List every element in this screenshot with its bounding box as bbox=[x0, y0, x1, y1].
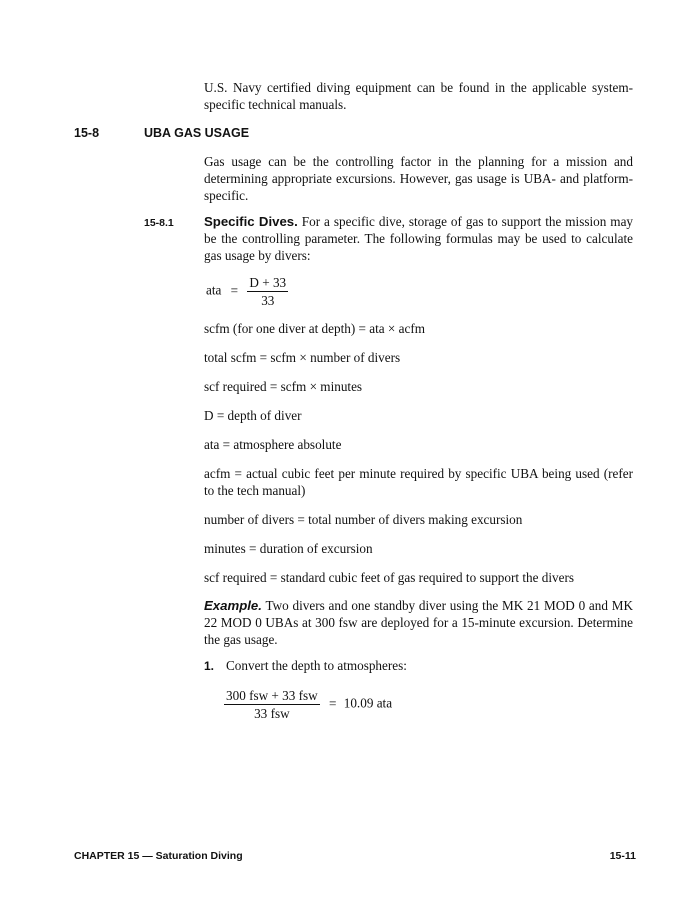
formula-ata-denominator: 33 bbox=[261, 293, 275, 308]
example-lead: Example. bbox=[204, 598, 262, 613]
section-title: UBA GAS USAGE bbox=[144, 126, 250, 140]
intro-paragraph bbox=[204, 79, 633, 113]
definition-scfm: scfm (for one diver at depth) = ata × acfm bbox=[204, 321, 426, 336]
example-body bbox=[204, 597, 633, 648]
definition-number-of-divers: number of divers = total number of divers making excursion bbox=[204, 512, 523, 527]
section-number: 15-8 bbox=[74, 126, 100, 140]
example-text: Two divers and one standby diver using the MK 21 MOD 0 and MK 22 MOD 0 UBAs at 300 fsw are deployed for a 15-minute excursion. Determine the gas usage. bbox=[204, 598, 634, 647]
formula-step1-numerator: 300 fsw + 33 fsw bbox=[226, 688, 318, 703]
intro-text: U.S. Navy certified diving equipment can be found in the applicable system-specific technical manuals. bbox=[204, 80, 633, 112]
definition-scf-required: scf required = scfm × minutes bbox=[204, 379, 363, 394]
formula-step1-denominator: 33 fsw bbox=[254, 706, 290, 721]
footer-chapter: CHAPTER 15 — Saturation Diving bbox=[74, 850, 243, 862]
formula-ata-eq: = bbox=[230, 282, 239, 298]
subsection-number: 15-8.1 bbox=[144, 217, 174, 229]
footer-page-number: 15-11 bbox=[609, 850, 636, 862]
subsection-paragraph bbox=[204, 213, 633, 264]
definition-total-scfm: total scfm = scfm × number of divers bbox=[204, 350, 401, 365]
formula-step1-result: 10.09 ata bbox=[343, 695, 393, 711]
formula-ata bbox=[206, 274, 288, 309]
step1-number: 1. bbox=[204, 659, 215, 673]
formula-ata-numerator: D + 33 bbox=[249, 275, 287, 290]
definition-acfm: acfm = actual cubic feet per minute required by specific UBA being used (refer to the tech manual) bbox=[204, 466, 633, 498]
section-paragraph bbox=[204, 153, 633, 204]
formula-step1-fraction bbox=[224, 687, 320, 722]
formula-step1 bbox=[224, 687, 392, 722]
subsection-text: For a specific dive, storage of gas to support the mission may be the controlling parameter. The following formulas may be used to calculate gas usage by divers: bbox=[204, 214, 634, 263]
example-paragraph bbox=[204, 597, 633, 648]
definition-minutes: minutes = duration of excursion bbox=[204, 541, 373, 556]
section-text: Gas usage can be the controlling factor in the planning for a mission and determining appropriate excursions. However, gas usage is UBA- and platform-specific. bbox=[204, 154, 633, 203]
definition-depth: D = depth of diver bbox=[204, 408, 302, 423]
formula-step1-eq: = bbox=[329, 695, 337, 711]
step1-text: Convert the depth to atmospheres: bbox=[226, 658, 407, 673]
formula-ata-fraction bbox=[247, 274, 288, 309]
definition-ata: ata = atmosphere absolute bbox=[204, 437, 342, 452]
subsection-lead: Specific Dives. bbox=[204, 214, 298, 229]
subsection-body bbox=[204, 213, 633, 264]
formula-ata-lhs: ata bbox=[206, 282, 222, 298]
definition-scf-standard: scf required = standard cubic feet of gas required to support the divers bbox=[204, 570, 574, 585]
